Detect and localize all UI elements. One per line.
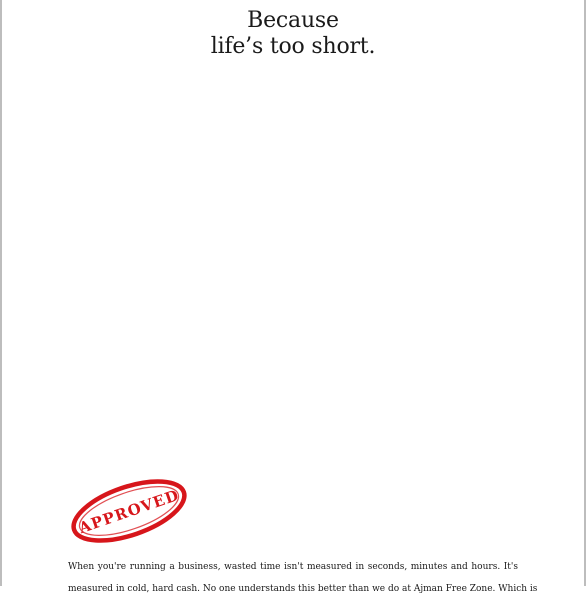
body-line-2: measured in cold, hard cash. No one understands this better than we do at Ajman Free Zone. Which is [68,584,538,594]
approved-stamp [66,478,192,544]
headline-line-1: Because [247,8,339,33]
body-copy [68,556,538,600]
headline-line-2: life’s too short. [210,34,376,59]
stamp-label: APPROVED [76,485,182,538]
headline [2,8,584,60]
body-line-1: When you're running a business, wasted time isn't measured in seconds, minutes and hours. It's [68,562,518,572]
